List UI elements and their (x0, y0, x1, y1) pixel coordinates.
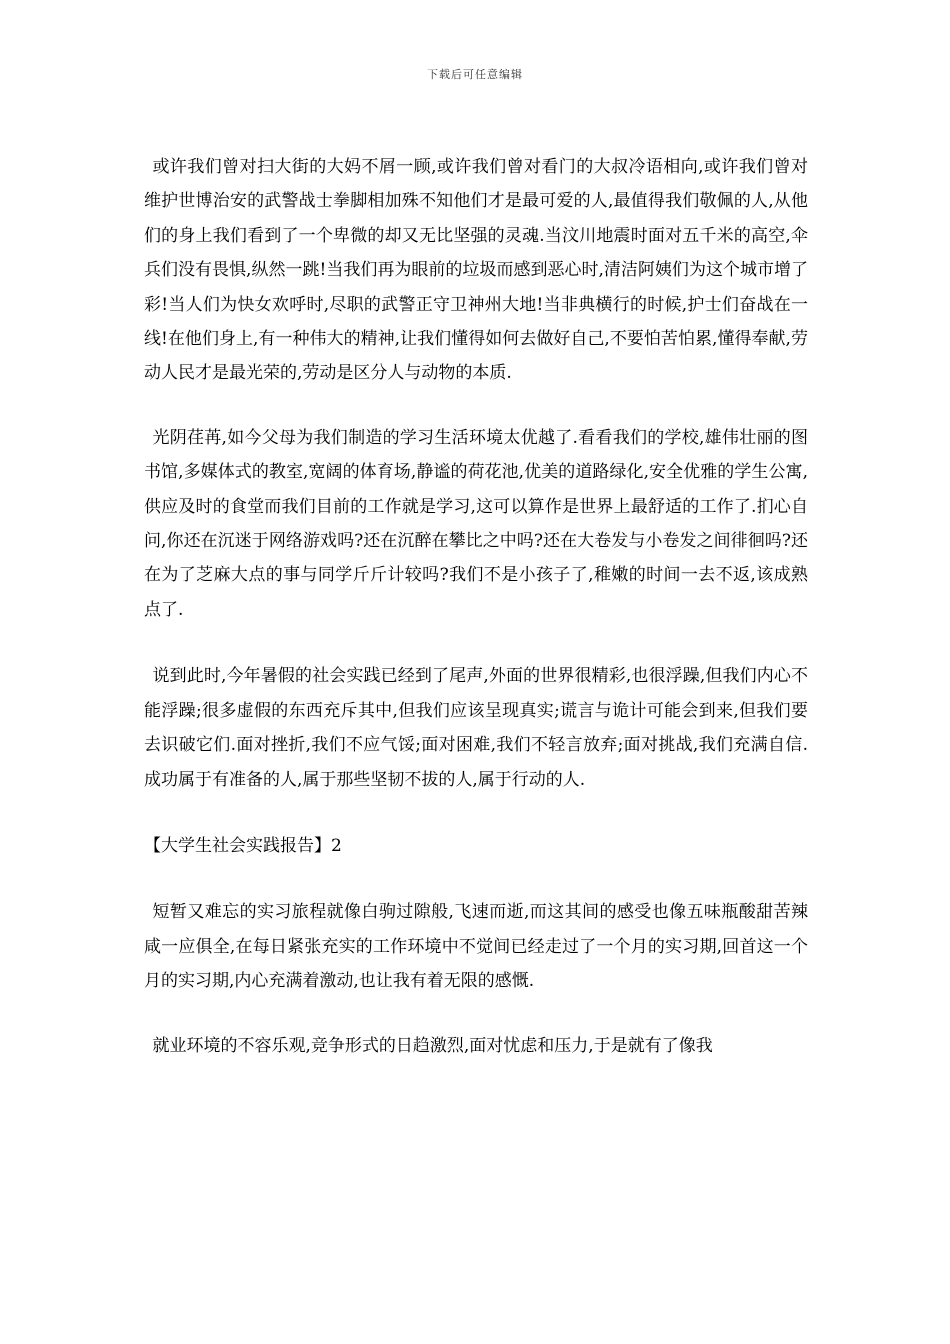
section-paragraph-2: 就业环境的不容乐观,竞争形式的日趋激烈,面对忧虑和压力,于是就有了像我 (152, 1035, 713, 1056)
page-header-note: 下载后可任意编辑 (427, 68, 523, 81)
section-heading: 【大学生社会实践报告】2 (144, 835, 342, 856)
paragraph-3: 说到此时,今年暑假的社会实践已经到了尾声,外面的世界很精彩,也很浮躁,但我们内心不能浮躁;很多虚假的东西充斥其中,但我们应该呈现真实;谎言与诡计可能会到来,但我们要去识破它们.面对挫折,我们不应气馁;面对困难,我们不轻言放弃;面对挑战,我们充满自信.成功属于有准备的人,属于那些坚韧不拔的人,属于行动的人. (144, 666, 808, 790)
paragraph-1: 或许我们曾对扫大街的大妈不屑一顾,或许我们曾对看门的大叔冷语相向,或许我们曾对维护世博治安的武警战士拳脚相加殊不知他们才是最可爱的人,最值得我们敬佩的人,从他们的身上我们看到了一个卑微的却又无比坚强的灵魂.当汶川地震时面对五千米的高空,伞兵们没有畏惧,纵然一跳!当我们再为眼前的垃圾而感到恶心时,清洁阿姨们为这个城市增了彩!当人们为快女欢呼时,尽职的武警正守卫神州大地!当非典横行的时候,护士们奋战在一线!在他们身上,有一种伟大的精神,让我们懂得如何去做好自己,不要怕苦怕累,懂得奉献,劳动人民才是最光荣的,劳动是区分人与动物的本质. (144, 157, 808, 384)
document-body (144, 150, 808, 1063)
paragraph-2: 光阴荏苒,如今父母为我们制造的学习生活环境太优越了.看看我们的学校,雄伟壮丽的图书馆,多媒体式的教室,宽阔的体育场,静谧的荷花池,优美的道路绿化,安全优雅的学生公寓,供应及时的食堂而我们目前的工作就是学习,这可以算作是世界上最舒适的工作了.扪心自问,你还在沉迷于网络游戏吗?还在沉醉在攀比之中吗?还在大卷发与小卷发之间徘徊吗?还在为了芝麻大点的事与同学斤斤计较吗?我们不是小孩子了,稚嫩的时间一去不返,该成熟点了. (144, 427, 808, 620)
section-paragraph-1: 短暂又难忘的实习旅程就像白驹过隙般,飞速而逝,而这其间的感受也像五味瓶酸甜苦辣咸一应俱全,在每日紧张充实的工作环境中不觉间已经走过了一个月的实习期,回首这一个月的实习期,内心充满着激动,也让我有着无限的感慨. (144, 902, 808, 992)
